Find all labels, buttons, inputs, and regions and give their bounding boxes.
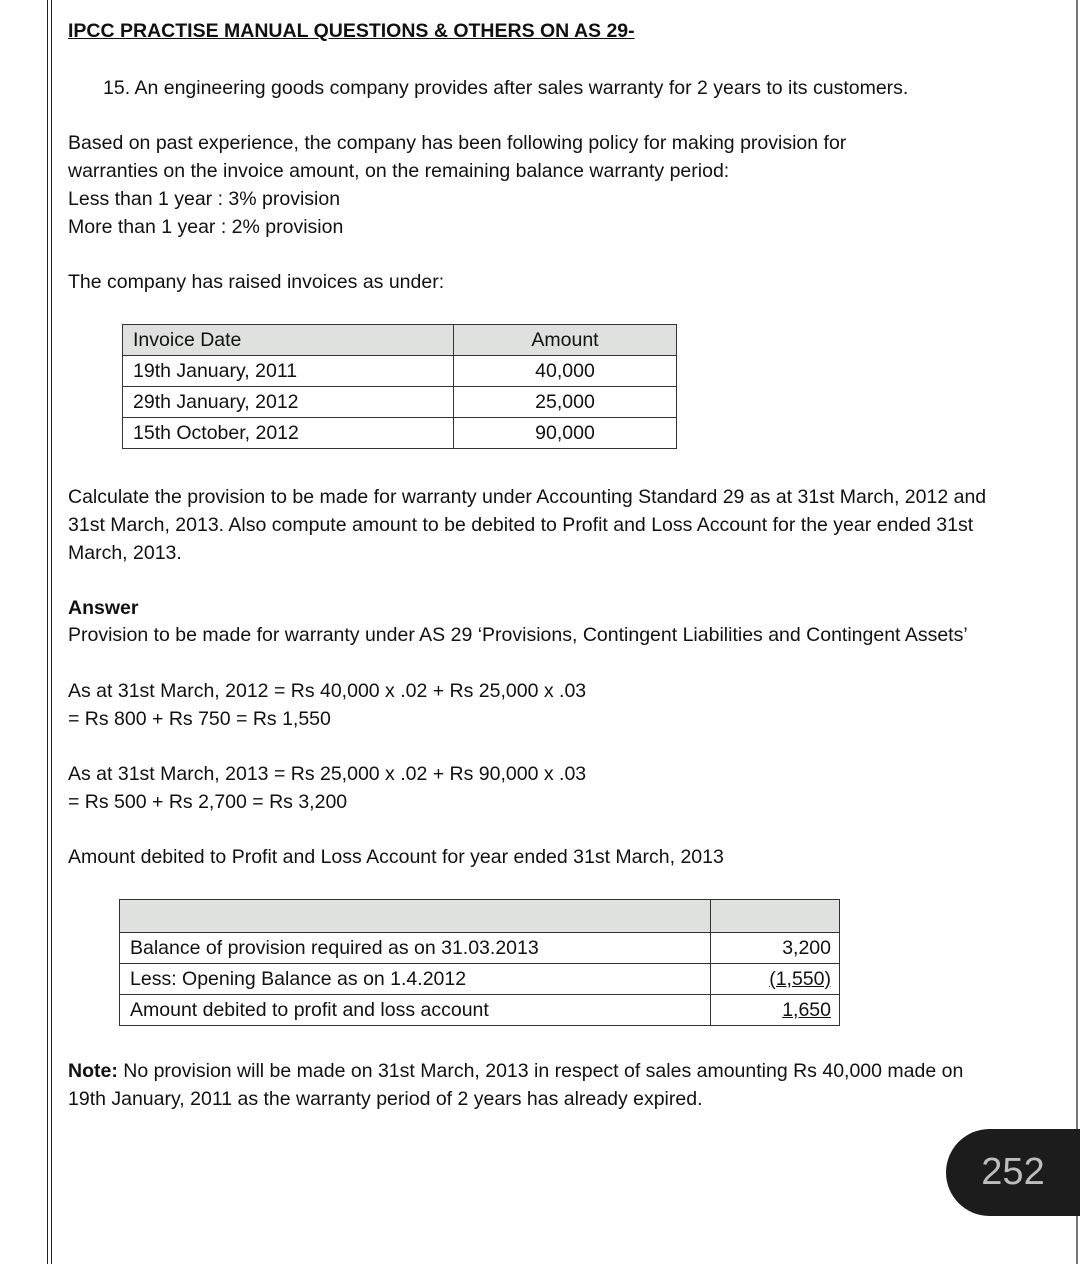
invoices-intro: The company has raised invoices as under:	[68, 271, 445, 293]
table-header-row	[120, 900, 840, 933]
invoice-table	[122, 324, 677, 449]
policy-line: More than 1 year : 2% provision	[68, 216, 344, 238]
pl-amount: 3,200	[711, 933, 840, 964]
document-title: IPCC PRACTISE MANUAL QUESTIONS & OTHERS ON AS 29-	[68, 20, 635, 42]
note-line: 19th January, 2011 as the warranty period of 2 years has already expired.	[68, 1088, 703, 1110]
invoice-date: 29th January, 2012	[123, 387, 454, 418]
header-amount	[711, 900, 840, 933]
page-left-border	[47, 0, 52, 1264]
pl-description: Less: Opening Balance as on 1.4.2012	[120, 964, 711, 995]
policy-line: Based on past experience, the company has been following policy for making provision for	[68, 132, 847, 154]
task-line: March, 2013.	[68, 542, 182, 564]
header-invoice-date: Invoice Date	[123, 325, 454, 356]
pl-amount: (1,550)	[769, 967, 831, 990]
calc-2012-line: As at 31st March, 2012 = Rs 40,000 x .02 + Rs 25,000 x .03	[68, 680, 587, 702]
question-intro: 15. An engineering goods company provides after sales warranty for 2 years to its customers.	[103, 77, 909, 99]
calc-2013-line: As at 31st March, 2013 = Rs 25,000 x .02 + Rs 90,000 x .03	[68, 763, 587, 785]
note-label: Note:	[68, 1060, 118, 1082]
pl-description: Balance of provision required as on 31.03.2013	[120, 933, 711, 964]
page-right-border	[1076, 0, 1080, 1264]
header-description	[120, 900, 711, 933]
task-line: 31st March, 2013. Also compute amount to be debited to Profit and Loss Account for the year ended 31st	[68, 514, 974, 536]
policy-line: warranties on the invoice amount, on the remaining balance warranty period:	[68, 160, 730, 182]
page-number-badge: 252	[946, 1129, 1080, 1216]
invoice-amount: 25,000	[454, 387, 677, 418]
task-line: Calculate the provision to be made for warranty under Accounting Standard 29 as at 31st March, 2012 and	[68, 486, 987, 508]
note-text: No provision will be made on 31st March, 2013 in respect of sales amounting Rs 40,000 made on	[117, 1060, 964, 1082]
table-row	[123, 418, 677, 449]
answer-subtitle: Provision to be made for warranty under AS 29 ‘Provisions, Contingent Liabilities and Contingent Assets’	[68, 624, 968, 646]
table-row	[120, 964, 840, 995]
note-line	[68, 1057, 963, 1085]
table-header-row	[123, 325, 677, 356]
invoice-date: 19th January, 2011	[123, 356, 454, 387]
invoice-amount: 90,000	[454, 418, 677, 449]
pl-table	[119, 899, 840, 1026]
calc-2013-line: = Rs 500 + Rs 2,700 = Rs 3,200	[68, 791, 348, 813]
table-row	[120, 933, 840, 964]
answer-heading: Answer	[68, 597, 139, 619]
invoice-amount: 40,000	[454, 356, 677, 387]
pl-heading: Amount debited to Profit and Loss Account for year ended 31st March, 2013	[68, 846, 724, 868]
pl-description: Amount debited to profit and loss account	[120, 995, 711, 1026]
invoice-date: 15th October, 2012	[123, 418, 454, 449]
pl-amount: 1,650	[782, 998, 831, 1021]
table-row	[120, 995, 840, 1026]
table-row	[123, 356, 677, 387]
header-amount: Amount	[454, 325, 677, 356]
policy-line: Less than 1 year : 3% provision	[68, 188, 341, 210]
table-row	[123, 387, 677, 418]
calc-2012-line: = Rs 800 + Rs 750 = Rs 1,550	[68, 708, 331, 730]
